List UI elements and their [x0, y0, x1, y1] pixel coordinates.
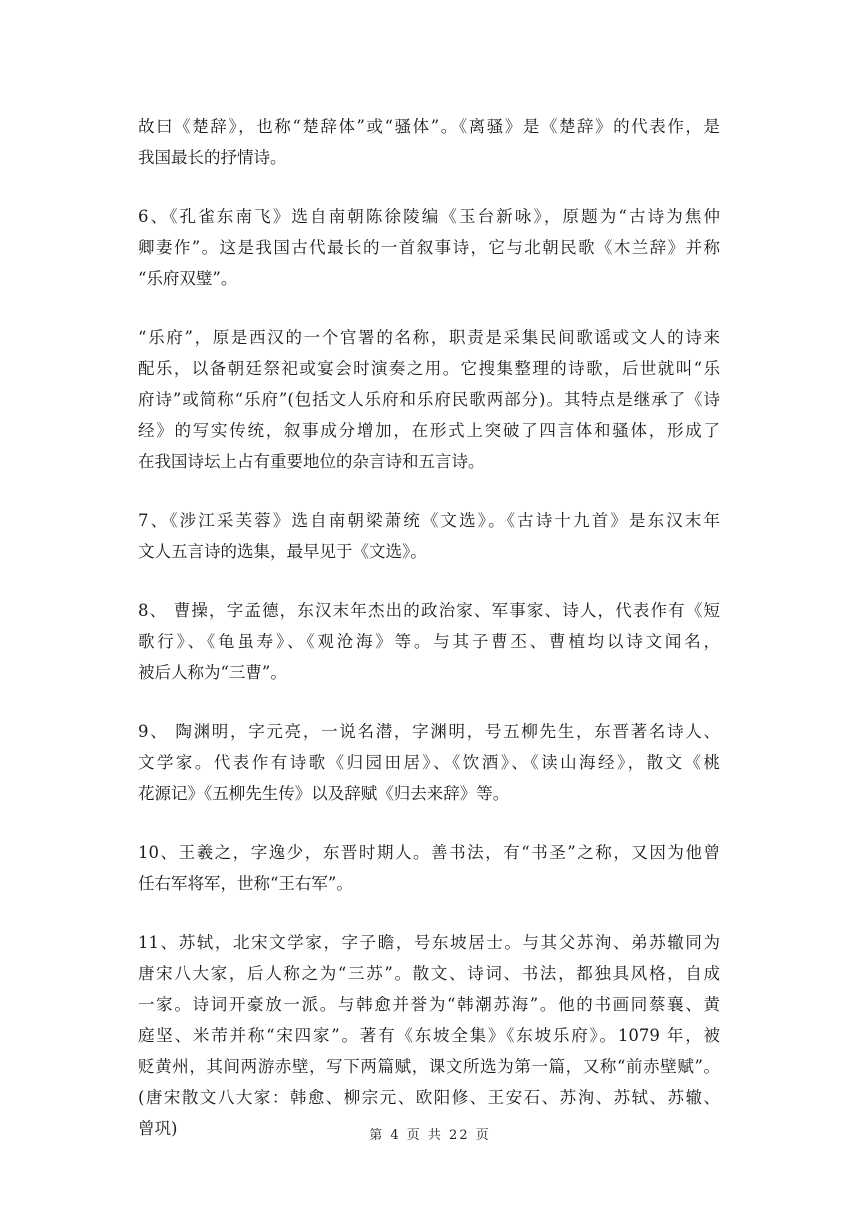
text-line: 唐宋八大家，后人称之为“三苏”。散文、诗词、书法，都独具风格，自成 — [138, 964, 720, 983]
text-line: 经》的写实传统，叙事成分增加，在形式上突破了四言体和骚体，形成了 — [138, 421, 720, 440]
text-line: 文学家。代表作有诗歌《归园田居》、《饮酒》、《读山海经》，散文《桃 — [138, 753, 720, 772]
text-line: 11、苏轼，北宋文学家，字子瞻，号东坡居士。与其父苏洵、弟苏辙同为 — [138, 933, 720, 952]
text-line: 花源记》《五柳先生传》以及辞赋《归去来辞》等。 — [138, 784, 510, 803]
text-line: 8、 曹操，字孟德，东汉末年杰出的政治家、军事家、诗人，代表作有《短 — [138, 601, 720, 620]
paragraph — [138, 201, 720, 294]
text-line: 配乐，以备朝廷祭祀或宴会时演奏之用。它搜集整理的诗歌，后世就叫“乐 — [138, 359, 720, 378]
text-line: 文人五言诗的选集，最早见于《文选》。 — [138, 542, 427, 561]
paragraph-gap — [138, 899, 720, 927]
paragraph — [138, 322, 720, 477]
text-line: 9、 陶渊明，字元亮，一说名潜，字渊明，号五柳先生，东晋著名诗人、 — [138, 722, 720, 741]
text-line: “乐府双璧”。 — [138, 269, 238, 288]
text-line: 府诗”或简称“乐府”(包括文人乐府和乐府民歌两部分)。其特点是继承了《诗 — [138, 390, 720, 409]
paragraph-gap — [138, 567, 720, 595]
paragraph — [138, 716, 720, 809]
paragraph — [138, 505, 720, 567]
text-line: 贬黄州，其间两游赤壁，写下两篇赋，课文所选为第一篇，又称“前赤壁赋”。 — [138, 1057, 720, 1076]
paragraph — [138, 595, 720, 688]
paragraph-gap — [138, 477, 720, 505]
text-line: 7、《涉江采芙蓉》选自南朝梁萧统《文选》。《古诗十九首》是东汉末年 — [138, 511, 720, 530]
paragraph — [138, 837, 720, 899]
text-line: 故曰《楚辞》，也称“楚辞体”或“骚体”。《离骚》是《楚辞》的代表作，是 — [138, 117, 720, 136]
paragraph — [138, 111, 720, 173]
text-line: 曾巩) — [138, 1119, 178, 1138]
paragraph-gap — [138, 809, 720, 837]
text-line: 庭坚、米芾并称“宋四家”。著有《东坡全集》《东坡乐府》。1079 年，被 — [138, 1026, 720, 1045]
text-line: 我国最长的抒情诗。 — [138, 148, 287, 167]
text-line: 6、《孔雀东南飞》选自南朝陈徐陵编《玉台新咏》，原题为“古诗为焦仲 — [138, 207, 720, 226]
text-line: 被后人称为“三曹”。 — [138, 663, 287, 682]
text-line: 在我国诗坛上占有重要地位的杂言诗和五言诗。 — [138, 452, 485, 471]
text-line: 一家。诗词开豪放一派。与韩愈并誉为“韩潮苏海”。他的书画同蔡襄、黄 — [138, 995, 720, 1014]
text-line: (唐宋散文八大家：韩愈、柳宗元、欧阳修、王安石、苏洵、苏轼、苏辙、 — [138, 1088, 720, 1107]
page-footer: 第 4 页 共 22 页 — [369, 1128, 491, 1143]
text-line: 歌行》、《龟虽寿》、《观沧海》等。与其子曹丕、曹植均以诗文闻名， — [138, 632, 720, 651]
text-line: 10、王羲之，字逸少，东晋时期人。善书法，有“书圣”之称，又因为他曾 — [138, 843, 720, 862]
text-line: 卿妻作”。这是我国古代最长的一首叙事诗，它与北朝民歌《木兰辞》并称 — [138, 238, 720, 257]
document-body — [138, 111, 720, 1144]
paragraph-gap — [138, 294, 720, 322]
text-line: “乐府”，原是西汉的一个官署的名称，职责是采集民间歌谣或文人的诗来 — [138, 328, 720, 347]
paragraph-gap — [138, 173, 720, 201]
paragraph-gap — [138, 688, 720, 716]
text-line: 任右军将军，世称“王右军”。 — [138, 874, 353, 893]
paragraph — [138, 927, 720, 1144]
